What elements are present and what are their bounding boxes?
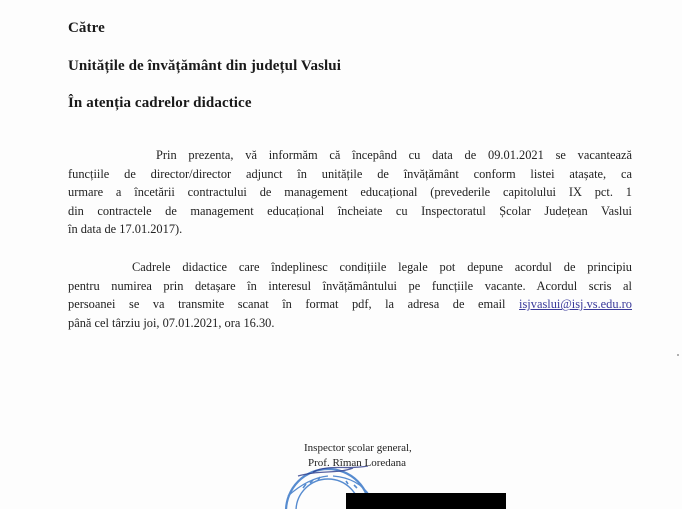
recipient-label: Către bbox=[68, 20, 105, 36]
scan-speck bbox=[677, 354, 679, 356]
email-link[interactable]: isjvaslui@isj.vs.edu.ro bbox=[519, 297, 632, 312]
attention-line: În atenția cadrelor didactice bbox=[68, 95, 252, 111]
instructions-paragraph bbox=[68, 258, 632, 332]
signatory-role: Inspector școlar general, bbox=[304, 442, 412, 454]
signatory-name: Prof. Rîman Loredana bbox=[308, 457, 407, 469]
paragraph-line: urmare a încetării contractului de management educațional (prevederile capitolului IX pct. 1 bbox=[68, 185, 632, 200]
paragraph-line: Prin prezenta, vă informăm că începând cu data de 09.01.2021 se vacantează bbox=[156, 148, 632, 162]
paragraph-line: din contractele de management educațional încheiate cu Inspectoratul Școlar Județean Vaslui bbox=[68, 203, 632, 218]
redaction-bar bbox=[346, 493, 506, 509]
paragraph-line: în data de 17.01.2017). bbox=[68, 222, 183, 237]
announcement-paragraph bbox=[68, 146, 632, 239]
paragraph-line-with-email bbox=[68, 295, 632, 314]
paragraph-line: pentru numirea prin detașare în interesul învățământului pe funcțiile vacante. Acordul scris al bbox=[68, 278, 632, 293]
paragraph-line: funcțiile de director/director adjunct în unitățile de învățământ conform listei atașate, ca bbox=[68, 166, 632, 181]
paragraph-line: până cel târziu joi, 07.01.2021, ora 16.30. bbox=[68, 315, 275, 330]
paragraph-line: Cadrele didactice care îndeplinesc condițiile legale pot depune acordul de principiu bbox=[132, 260, 632, 274]
paragraph-line-text: persoanei se va transmite scanat în format pdf, la adresa de email bbox=[68, 297, 506, 312]
recipient-units: Unitățile de învățământ din județul Vaslui bbox=[68, 58, 342, 74]
